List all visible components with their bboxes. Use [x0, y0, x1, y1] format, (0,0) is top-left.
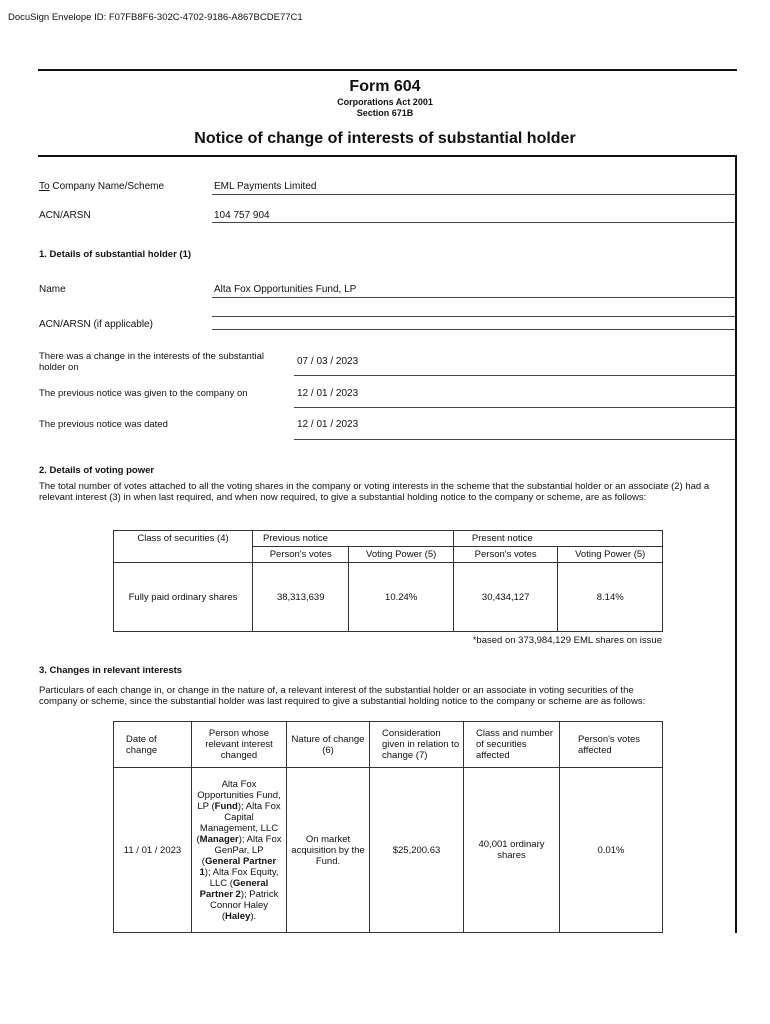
prev-power-cell: 10.24%: [349, 563, 454, 632]
prev-dated-line: [294, 439, 735, 440]
person-cell: Alta Fox Opportunities Fund, LP (Fund); Alta Fox Capital Management, LLC (Manager); Alta Fox GenPar, LP (General Partner 1); Alta Fox Equity, LLC (General Partner 2); Patrick Connor Haley (Haley).: [192, 768, 287, 933]
voting-power-table: [113, 530, 663, 632]
votes-affected-header: Person's votes affected: [560, 722, 663, 768]
form-section: Section 671B: [356, 108, 414, 118]
company-acn-label: ACN/ARSN: [39, 210, 91, 221]
top-rule: [38, 69, 737, 71]
consideration-header: Consideration given in relation to change (7): [370, 722, 464, 768]
right-border: [735, 155, 737, 933]
shares-footnote: *based on 373,984,129 EML shares on issue: [472, 635, 662, 646]
prev-dated-label: The previous notice was dated: [39, 419, 168, 430]
change-date-label: There was a change in the interests of the substantial holder on: [39, 351, 264, 373]
company-name-line: [212, 194, 735, 195]
class-number-cell: 40,001 ordinary shares: [464, 768, 560, 933]
section1-heading: 1. Details of substantial holder (1): [39, 249, 192, 260]
form-title: Form 604: [349, 78, 421, 95]
present-notice-header: Present notice: [453, 531, 662, 547]
envelope-id: DocuSign Envelope ID: F07FB8F6-302C-4702-9186-A867BCDE77C1: [8, 12, 303, 23]
change-date-cell: 11 / 01 / 2023: [114, 768, 192, 933]
prev-persons-votes-header: Person's votes: [253, 547, 349, 563]
form-act: Corporations Act 2001: [337, 97, 433, 107]
pres-votes-cell: 30,434,127: [453, 563, 558, 632]
class-header: Class of securities (4): [114, 531, 253, 563]
section2-paragraph: The total number of votes attached to all the voting shares in the company or voting interests in the scheme that the substantial holder or an associate (2) had a relevant interest (3) in when last required, and when now required, to give a substantial holding notice to the company or scheme, are as follows:: [39, 481, 710, 503]
pres-persons-votes-header: Person's votes: [453, 547, 558, 563]
prev-votes-cell: 38,313,639: [253, 563, 349, 632]
change-date: 07 / 03 / 2023: [297, 356, 359, 367]
holder-name-label: Name: [39, 284, 66, 295]
class-cell: Fully paid ordinary shares: [114, 563, 253, 632]
consideration-cell: $25,200.63: [370, 768, 464, 933]
pres-power-cell: 8.14%: [558, 563, 663, 632]
company-to-label: To Company Name/Scheme: [39, 181, 165, 192]
section2-heading: 2. Details of voting power: [39, 465, 155, 476]
section3-paragraph: Particulars of each change in, or change in the nature of, a relevant interest of the substantial holder or an associate in voting securities of the company or scheme, since the substantial holder was last required to give a substantial holding notice to the company or scheme are as follows:: [39, 685, 646, 707]
holder-acn-label: ACN/ARSN (if applicable): [39, 319, 153, 330]
holder-name-line: [212, 297, 735, 298]
changes-table: [113, 721, 663, 933]
previous-notice-header: Previous notice: [253, 531, 454, 547]
company-acn-line: [212, 222, 735, 223]
holder-acn-line-1: [212, 316, 735, 317]
holder-name: Alta Fox Opportunities Fund, LP: [214, 284, 357, 295]
title-rule: [38, 155, 737, 157]
change-date-line: [294, 375, 735, 376]
section3-heading: 3. Changes in relevant interests: [39, 665, 183, 676]
person-header: Person whose relevant interest changed: [192, 722, 287, 768]
date-header: Date of change: [114, 722, 192, 768]
nature-header: Nature of change (6): [287, 722, 370, 768]
prev-given-label: The previous notice was given to the company on: [39, 388, 248, 399]
prev-voting-power-header: Voting Power (5): [349, 547, 454, 563]
notice-title: Notice of change of interests of substantial holder: [194, 130, 576, 147]
nature-cell: On market acquisition by the Fund.: [287, 768, 370, 933]
holder-acn-line-2: [212, 329, 735, 330]
pres-voting-power-header: Voting Power (5): [558, 547, 663, 563]
prev-dated-date: 12 / 01 / 2023: [297, 419, 359, 430]
company-name: EML Payments Limited: [214, 181, 317, 192]
prev-given-line: [294, 407, 735, 408]
prev-given-date: 12 / 01 / 2023: [297, 388, 359, 399]
votes-affected-cell: 0.01%: [560, 768, 663, 933]
class-number-header: Class and number of securities affected: [464, 722, 560, 768]
company-acn: 104 757 904: [214, 210, 270, 221]
